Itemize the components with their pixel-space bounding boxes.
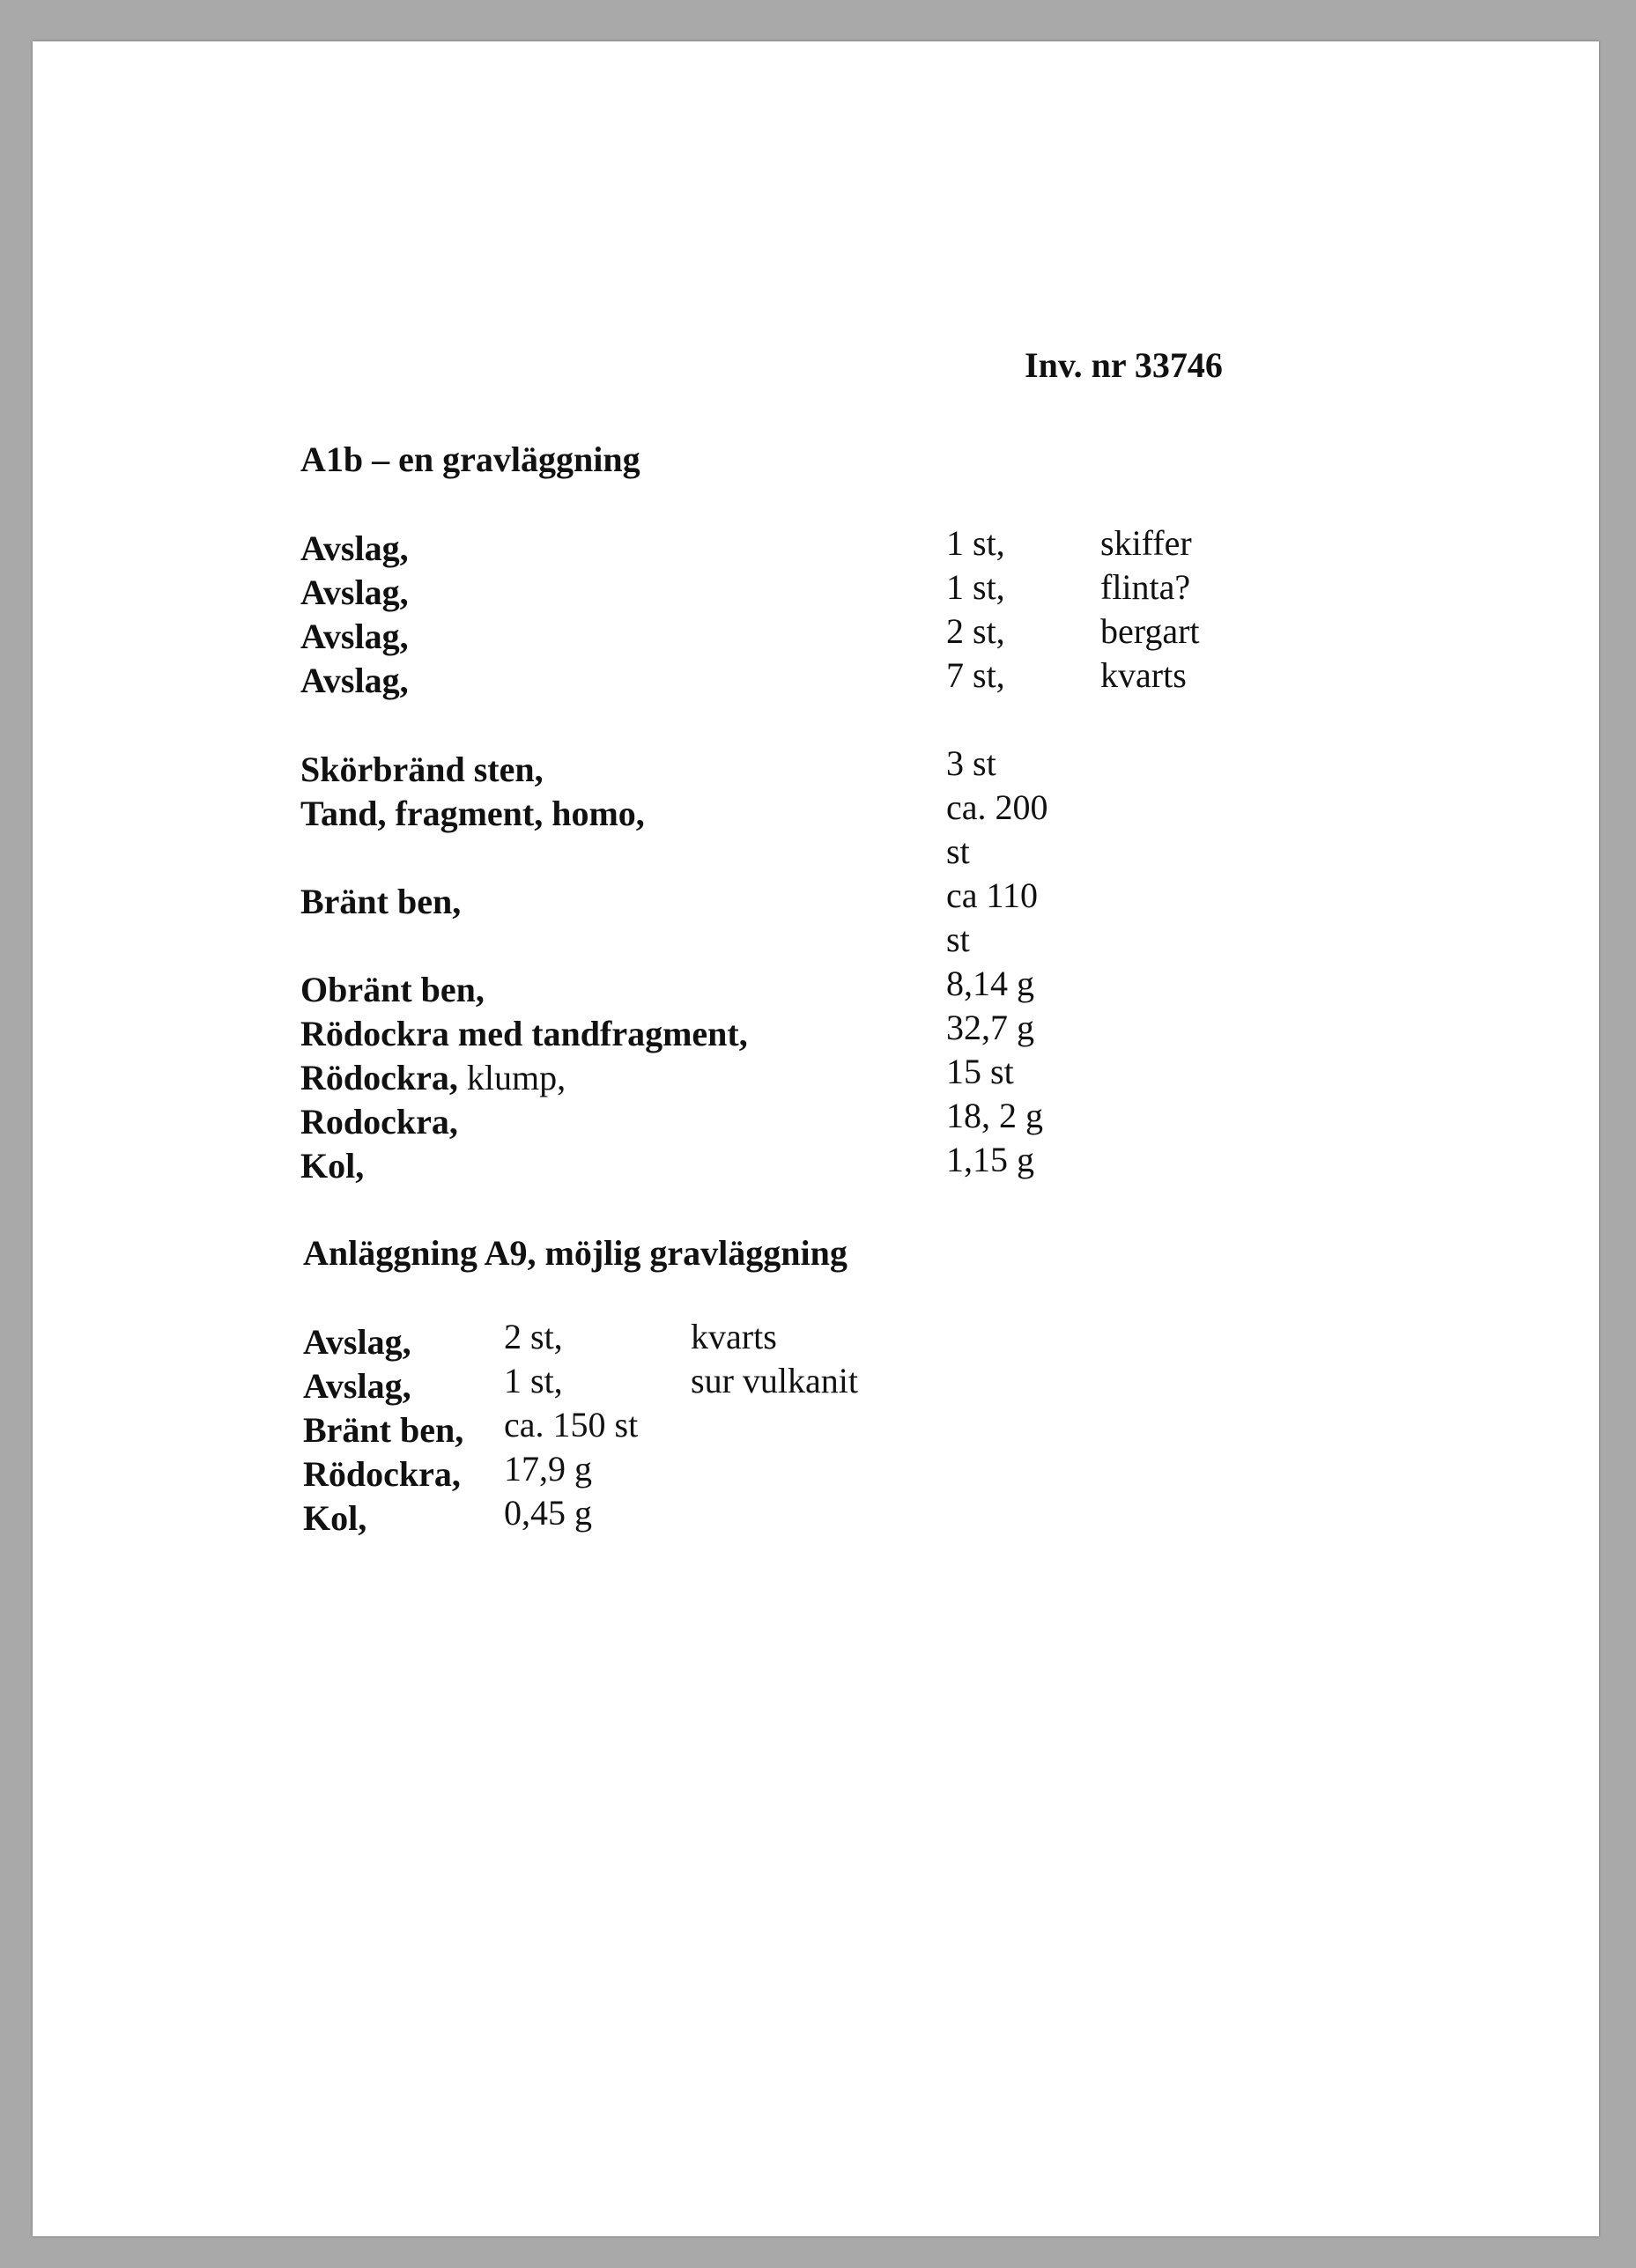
- a1b-row-3-qty: 2 st,: [946, 611, 1005, 651]
- a9-row-5-qty: 0,45 g: [504, 1493, 592, 1533]
- a9-row-4-item: Rödockra,: [303, 1454, 461, 1494]
- a1b-row-2-item: Avslag,: [300, 573, 409, 612]
- a1b-row-11-qty: 18, 2 g: [946, 1096, 1043, 1135]
- a1b-row-7-qty: ca 110: [946, 875, 1039, 915]
- a1b-row-2-material: flinta?: [1100, 567, 1191, 607]
- a1b-row-8-item: Obränt ben,: [300, 970, 485, 1009]
- a1b-row-9-item: Rödockra med tandfragment,: [300, 1014, 748, 1053]
- a9-row-1-item: Avslag,: [303, 1322, 411, 1362]
- a1b-row-2-qty: 1 st,: [946, 567, 1005, 607]
- a1b-row-10-item-wrap: [300, 1056, 566, 1100]
- inventory-number: Inv. nr 33746: [1025, 345, 1223, 385]
- a1b-row-4-qty: 7 st,: [946, 655, 1005, 695]
- a9-row-2-material: sur vulkanit: [691, 1361, 858, 1400]
- a1b-row-11-item: Rodockra,: [300, 1102, 458, 1141]
- a1b-row-7-item: Bränt ben,: [300, 882, 462, 921]
- a1b-row-12-qty: 1,15 g: [946, 1140, 1034, 1179]
- a1b-row-4-item: Avslag,: [300, 661, 409, 700]
- a1b-row-1-material: skiffer: [1100, 523, 1192, 563]
- a9-row-1-qty: 2 st,: [504, 1317, 563, 1356]
- a1b-row-10-item-extra: klump,: [457, 1058, 566, 1097]
- a1b-row-7-qty-cont: st: [946, 920, 970, 959]
- a9-row-1-material: kvarts: [691, 1317, 777, 1356]
- a1b-row-10-qty: 15 st: [946, 1052, 1014, 1091]
- a1b-row-8-qty: 8,14 g: [946, 964, 1034, 1003]
- a9-row-2-item: Avslag,: [303, 1366, 411, 1406]
- a1b-row-5-item: Skörbränd sten,: [300, 750, 544, 789]
- a1b-row-6-qty-cont: st: [946, 831, 970, 871]
- document-page: [33, 41, 1599, 2236]
- a1b-row-6-item: Tand, fragment, homo,: [300, 794, 645, 833]
- section-a1b-title: A1b – en gravläggning: [300, 440, 640, 479]
- a1b-row-5-qty: 3 st: [946, 743, 996, 783]
- a9-row-2-qty: 1 st,: [504, 1361, 563, 1400]
- a1b-row-1-item: Avslag,: [300, 528, 409, 568]
- a1b-row-9-qty: 32,7 g: [946, 1008, 1034, 1047]
- a1b-row-3-item: Avslag,: [300, 617, 409, 656]
- a1b-row-1-qty: 1 st,: [946, 523, 1005, 563]
- a1b-row-6-qty: ca. 200: [946, 787, 1048, 827]
- a1b-row-10-item: Rödockra,: [300, 1058, 458, 1097]
- a9-row-3-item: Bränt ben,: [303, 1410, 464, 1450]
- a9-row-3-qty: ca. 150 st: [504, 1405, 639, 1444]
- a1b-row-12-item: Kol,: [300, 1146, 365, 1186]
- a9-row-5-item: Kol,: [303, 1498, 367, 1538]
- a9-row-4-qty: 17,9 g: [504, 1449, 592, 1489]
- a1b-row-3-material: bergart: [1100, 611, 1200, 651]
- section-a9-title: Anläggning A9, möjlig gravläggning: [303, 1233, 848, 1273]
- a1b-row-4-material: kvarts: [1100, 655, 1187, 695]
